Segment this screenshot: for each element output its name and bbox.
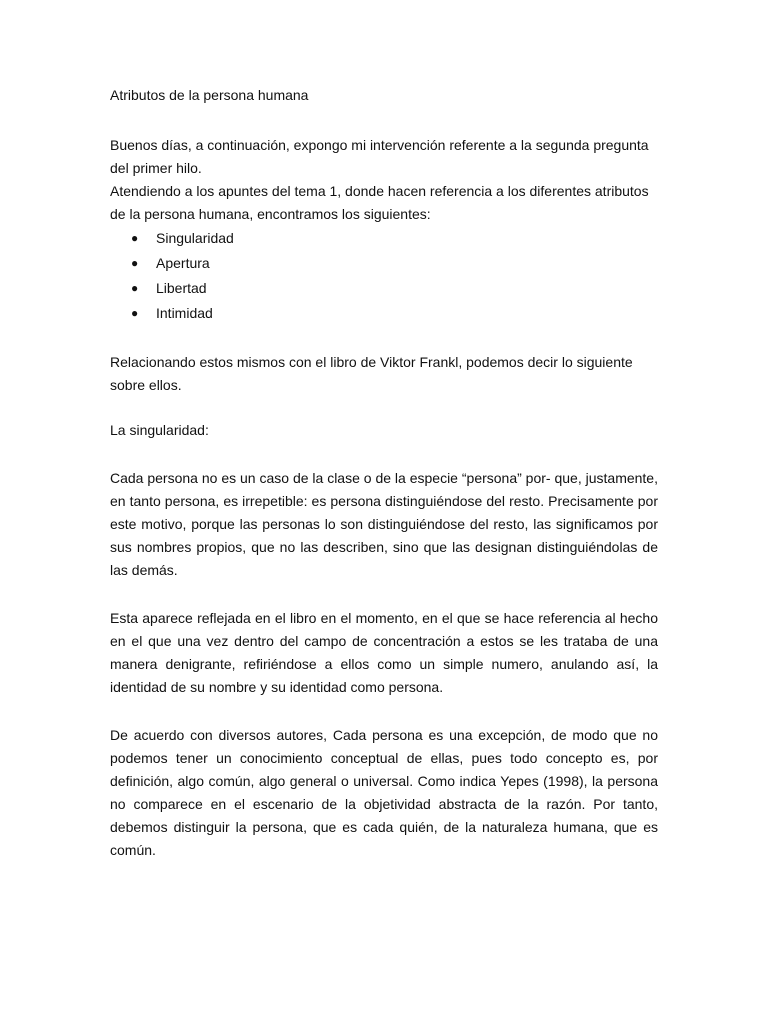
relation-paragraph: Relacionando estos mismos con el libro de Viktor Frankl, podemos decir lo siguiente sobre ellos. [110, 354, 633, 393]
bullet-icon: ● [131, 231, 139, 245]
bullet-icon: ● [131, 306, 139, 320]
section-heading: La singularidad: [110, 422, 209, 438]
list-item [131, 251, 658, 276]
attribute-label: Intimidad [156, 305, 213, 321]
attribute-label: Libertad [156, 280, 207, 296]
list-item [131, 226, 658, 251]
document-title: Atributos de la persona humana [110, 87, 309, 103]
attribute-label: Singularidad [156, 230, 234, 246]
body-paragraph-2: Esta aparece reflejada en el libro en el momento, en el que se hace referencia al hecho en el que una vez dentro del campo de concentración a estos se les trataba de una manera denigrante, refiriéndose a ellos como un simple numero, anulando así, la identidad de su nombre y su identidad como persona. [110, 610, 658, 695]
bullet-icon: ● [131, 281, 139, 295]
list-item [131, 301, 658, 326]
bullet-icon: ● [131, 256, 139, 270]
body-paragraph-1: Cada persona no es un caso de la clase o de la especie “persona” por- que, justamente, en tanto persona, es irrepetible: es persona distinguiéndose del resto. Precisamente por este motivo, porque las personas lo son distinguiéndose del resto, las significamos por sus nombres propios, que no las describen, sino que las designan distinguiéndolas de las demás. [110, 470, 658, 578]
body-paragraph-3: De acuerdo con diversos autores, Cada persona es una excepción, de modo que no podemos tener un conocimiento conceptual de ellas, pues todo concepto es, por definición, algo común, algo general o universal. Como indica Yepes (1998), la persona no comparece en el escenario de la objetividad abstracta de la razón. Por tanto, debemos distinguir la persona, que es cada quién, de la naturaleza humana, que es común. [110, 727, 658, 858]
attribute-label: Apertura [156, 255, 210, 271]
list-item [131, 276, 658, 301]
intro-paragraph-2: Atendiendo a los apuntes del tema 1, donde hacen referencia a los diferentes atributos de la persona humana, encontramos los siguientes: [110, 183, 649, 222]
intro-paragraph-1: Buenos días, a continuación, expongo mi intervención referente a la segunda pregunta del primer hilo. [110, 137, 649, 176]
attributes-list [110, 226, 658, 326]
